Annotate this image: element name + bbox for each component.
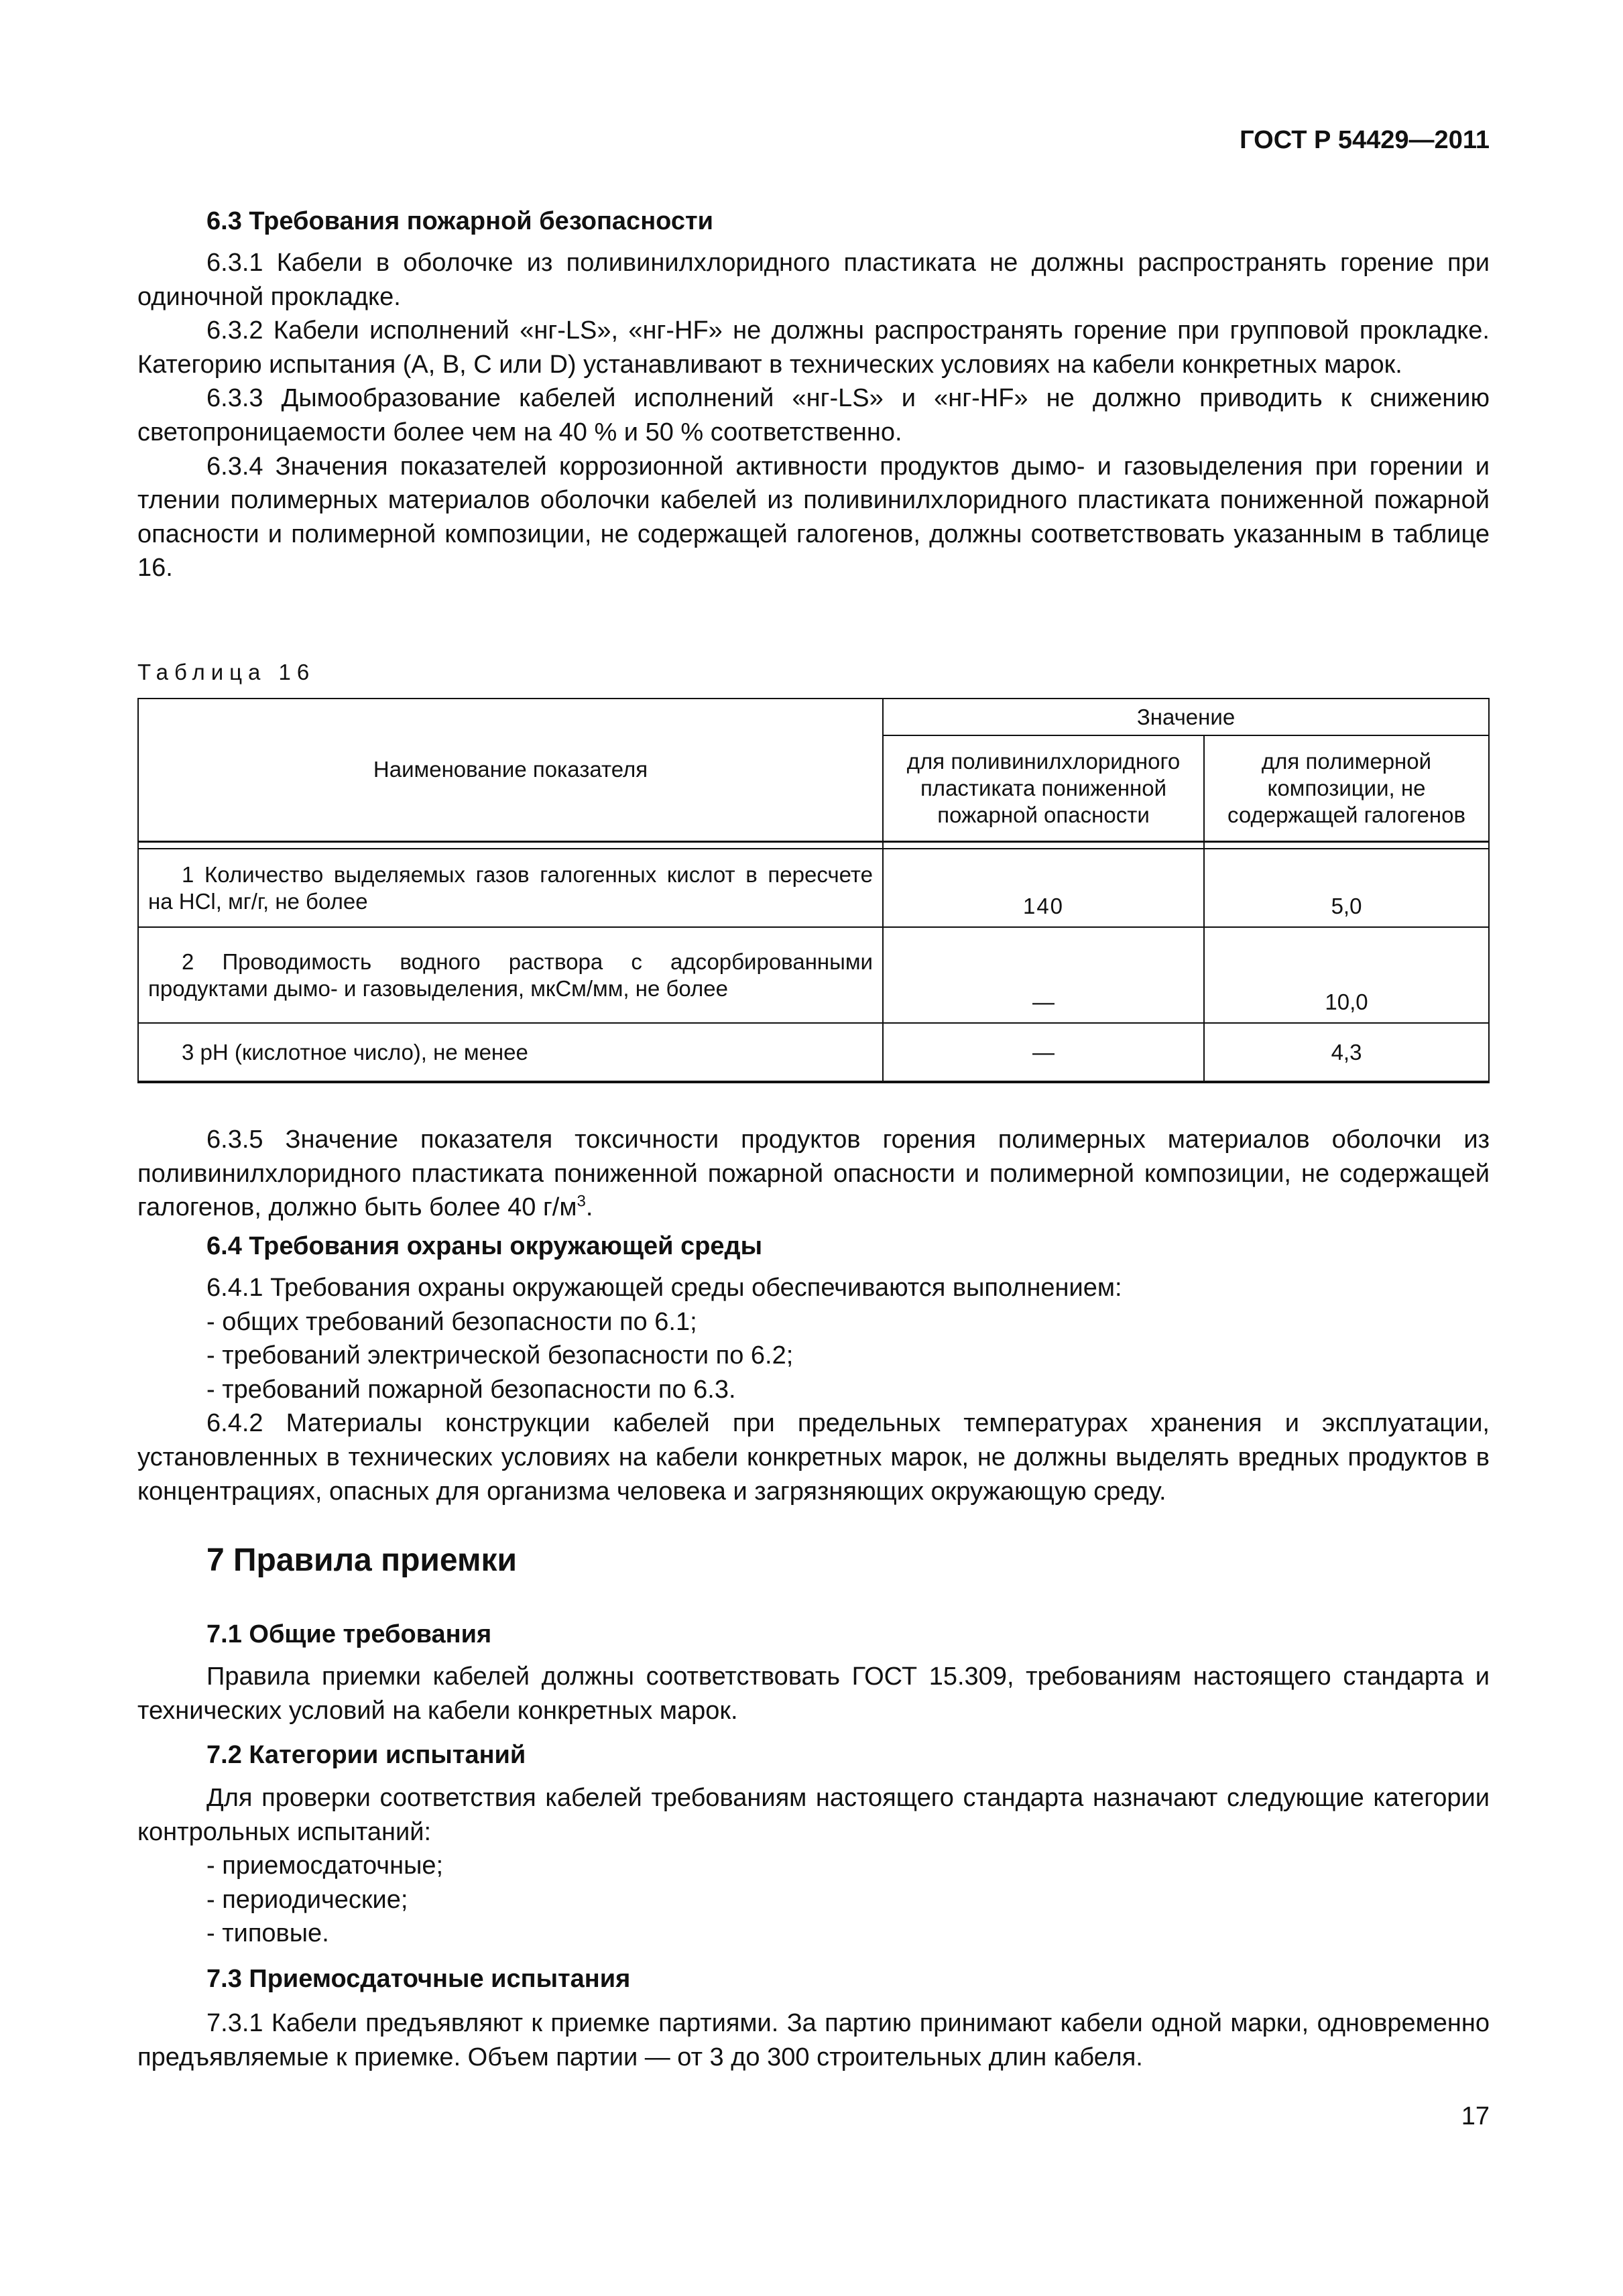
list-item: - общих требований безопасности по 6.1; <box>206 1307 697 1336</box>
paragraph-text: 6.3.5 Значение показателя токсичности продуктов горения полимерных материалов оболочки из поливинилхлоридного пластиката пониженной пожарной опасности и полимерной композиции, не содержащей галогенов, должно быть более 40 г/м <box>137 1126 1490 1222</box>
table-row <box>138 1023 1489 1082</box>
row-name: 1 Количество выделяемых газов галогенных кислот в пересчете на HCl, мг/г, не более <box>138 849 883 927</box>
section-7-2-body <box>137 1781 1490 1951</box>
row-name: 2 Проводимость водного раствора с адсорбированными продуктами дымо- и газовыделения, мкСм/мм, не более <box>138 927 883 1023</box>
page-number: 17 <box>1461 2102 1490 2130</box>
paragraph: 6.4.2 Материалы конструкции кабелей при предельных температурах хранения и эксплуатации, установленных в технических условиях на кабели конкретных марок, не должны выделять вредных продуктов в концентрациях, опасных для организма человека и загрязняющих окружающую среду. <box>137 1409 1490 1506</box>
row-value-pvc: — <box>883 927 1204 1023</box>
section-7-2-heading: 7.2 Категории испытаний <box>206 1741 526 1769</box>
table-16 <box>137 698 1490 1083</box>
paragraph: 6.3.2 Кабели исполнений «нг-LS», «нг-HF» не должны распространять горение при групповой прокладке. Категорию испытания (A, B, C или D) устанавливают в технических условиях на кабели конкретных марок. <box>137 316 1490 379</box>
row-value-pvc: 140 <box>883 849 1204 927</box>
paragraph: 6.3.4 Значения показателей коррозионной активности продуктов дымо- и газовыделения при горении и тлении полимерных материалов оболочки кабелей из поливинилхлоридного пластиката пониженной пожарной опасности и полимерной композиции, не содержащей галогенов, должны соответствовать указанным в таблице 16. <box>137 452 1490 583</box>
row-value-halogen-free: 5,0 <box>1204 849 1489 927</box>
section-7-1-heading: 7.1 Общие требования <box>206 1620 492 1648</box>
row-value-pvc: — <box>883 1023 1204 1082</box>
section-6-4-body <box>137 1271 1490 1508</box>
table-caption: Таблица 16 <box>137 660 316 684</box>
paragraph: 7.3.1 Кабели предъявляют к приемке партиями. За партию принимают кабели одной марки, одновременно предъявляемые к приемке. Объем партии — от 3 до 300 строительных длин кабеля. <box>137 2009 1490 2071</box>
superscript: 3 <box>577 1192 586 1211</box>
paragraph-end: . <box>585 1193 593 1222</box>
section-7-1-body <box>137 1660 1490 1728</box>
section-6-3-heading: 6.3 Требования пожарной безопасности <box>206 207 713 235</box>
list-item: - требований пожарной безопасности по 6.3. <box>206 1375 736 1404</box>
paragraph: Для проверки соответствия кабелей требованиям настоящего стандарта назначают следующие категории контрольных испытаний: <box>137 1784 1490 1846</box>
list-item: - приемосдаточные; <box>206 1852 444 1880</box>
table-row <box>138 927 1489 1023</box>
row-value-halogen-free: 10,0 <box>1204 927 1489 1023</box>
document-header: ГОСТ Р 54429—2011 <box>1240 126 1490 154</box>
list-item: - требований электрической безопасности по 6.2; <box>206 1341 794 1370</box>
table-row <box>138 849 1489 927</box>
list-item: - типовые. <box>206 1919 329 1948</box>
section-7-3-heading: 7.3 Приемосдаточные испытания <box>206 1965 631 1993</box>
row-value-halogen-free: 4,3 <box>1204 1023 1489 1082</box>
row-name: 3 pH (кислотное число), не менее <box>138 1023 883 1082</box>
section-7-heading: 7 Правила приемки <box>206 1543 518 1578</box>
section-7-3-body <box>137 2006 1490 2074</box>
section-6-3-body <box>137 246 1490 585</box>
header-col-halogen-free: для полимерной композиции, не содержащей галогенов <box>1204 735 1489 841</box>
paragraph: 6.4.1 Требования охраны окружающей среды обеспечиваются выполнением: <box>206 1274 1122 1302</box>
paragraph-6-3-5 <box>137 1123 1490 1225</box>
section-6-4-heading: 6.4 Требования охраны окружающей среды <box>206 1232 763 1260</box>
header-col-pvc: для поливинилхлоридного пластиката пониженной пожарной опасности <box>883 735 1204 841</box>
paragraph: Правила приемки кабелей должны соответствовать ГОСТ 15.309, требованиям настоящего стандарта и технических условий на кабели конкретных марок. <box>137 1663 1490 1725</box>
paragraph: 6.3.1 Кабели в оболочке из поливинилхлоридного пластиката не должны распространять горение при одиночной прокладке. <box>137 249 1490 311</box>
list-item: - периодические; <box>206 1885 408 1914</box>
paragraph: 6.3.3 Дымообразование кабелей исполнений «нг-LS» и «нг-HF» не должно приводить к снижению светопроницаемости более чем на 40 % и 50 % соответственно. <box>137 384 1490 446</box>
header-value: Значение <box>883 699 1489 735</box>
header-name: Наименование показателя <box>138 699 883 841</box>
